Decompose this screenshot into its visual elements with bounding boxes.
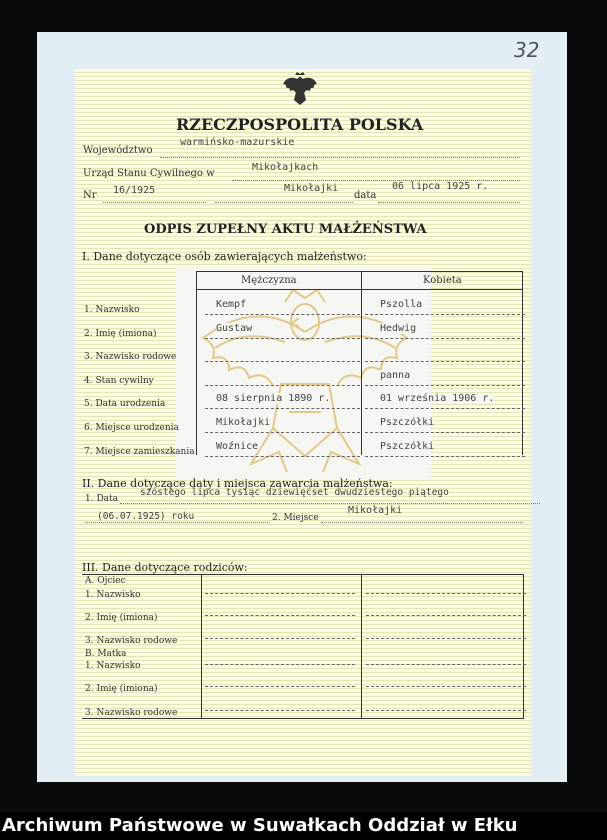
col-header-woman: Kobieta bbox=[423, 275, 462, 286]
nr-line bbox=[103, 202, 206, 203]
row-dash-man bbox=[205, 361, 360, 362]
section2-data-value: szóstego lipca tysiąc dziewięćset dwudziestego piątego bbox=[140, 487, 449, 498]
row-label: 7. Miejsce zamieszkania bbox=[84, 447, 195, 457]
father-row-label: 3. Nazwisko rodowe bbox=[85, 636, 178, 646]
parents-table-left bbox=[201, 574, 202, 719]
data-value: 06 lipca 1925 r. bbox=[392, 181, 489, 192]
mother-row-label: 1. Nazwisko bbox=[85, 661, 141, 671]
row-dash-woman bbox=[365, 338, 525, 339]
row-value-woman: 01 września 1906 r. bbox=[380, 393, 495, 404]
row-dash-man bbox=[205, 432, 360, 433]
table-right-border bbox=[522, 271, 523, 455]
row-dash-woman bbox=[365, 432, 525, 433]
usc-value: Mikołajkach bbox=[252, 162, 319, 173]
row-label: 3. Nazwisko rodowe bbox=[84, 352, 177, 362]
row-dash-woman bbox=[365, 385, 525, 386]
section2-miejsce-value: Mikołajki bbox=[348, 505, 403, 516]
row-value-woman: panna bbox=[380, 370, 411, 381]
parent-dash-man bbox=[205, 593, 355, 594]
row-value-man: Kempf bbox=[216, 299, 247, 310]
row-value-man: 08 sierpnia 1890 r. bbox=[216, 393, 331, 404]
father-label: A. Ojciec bbox=[85, 576, 126, 586]
row-dash-man bbox=[205, 408, 360, 409]
wojewodztwo-value: warmińsko-mazurskie bbox=[180, 137, 295, 148]
section3-title: III. Dane dotyczące rodziców: bbox=[82, 561, 248, 574]
row-dash-man bbox=[205, 456, 360, 457]
row-dash-woman bbox=[365, 456, 525, 457]
parent-dash-woman bbox=[366, 664, 526, 665]
eagle-emblem-icon bbox=[282, 72, 318, 106]
col-header-man: Mężczyzna bbox=[241, 275, 297, 286]
parent-dash-woman bbox=[366, 615, 526, 616]
father-row-label: 1. Nazwisko bbox=[85, 590, 141, 600]
mother-label: B. Matka bbox=[85, 649, 127, 659]
row-dash-man bbox=[205, 385, 360, 386]
row-dash-woman bbox=[365, 314, 525, 315]
parents-table-bottom bbox=[82, 718, 524, 719]
parent-dash-man bbox=[205, 664, 355, 665]
wojewodztwo-label: Województwo bbox=[83, 145, 153, 156]
place-line bbox=[215, 202, 353, 203]
nr-value: 16/1925 bbox=[113, 185, 156, 196]
parent-dash-man bbox=[205, 615, 355, 616]
row-value-man: Woźnice bbox=[216, 441, 259, 452]
usc-label: Urząd Stanu Cywilnego w bbox=[83, 168, 215, 179]
section2-title: II. Dane dotyczące daty i miejsca zawarcia małżeństwa: bbox=[82, 477, 393, 490]
parent-dash-woman bbox=[366, 710, 526, 711]
row-dash-woman bbox=[365, 361, 525, 362]
page-number: 32 bbox=[514, 38, 540, 62]
place-value: Mikołajki bbox=[284, 183, 339, 194]
parent-dash-man bbox=[205, 686, 355, 687]
section2-miejsce-line bbox=[321, 522, 523, 523]
parents-table-right bbox=[523, 574, 524, 719]
section2-data-value2: (06.07.1925) roku bbox=[97, 511, 195, 522]
section2-data-line2 bbox=[85, 522, 268, 523]
mother-row-label: 2. Imię (imiona) bbox=[85, 684, 158, 694]
table-header-border bbox=[196, 289, 523, 290]
country-title: RZECZPOSPOLITA POLSKA bbox=[176, 115, 424, 134]
table-left-border bbox=[196, 271, 197, 455]
section1-title: I. Dane dotyczące osób zawierających małżeństwo: bbox=[82, 250, 367, 263]
nr-label: Nr bbox=[83, 190, 97, 201]
row-value-man: Gustaw bbox=[216, 323, 253, 334]
data-line bbox=[378, 202, 520, 203]
row-value-woman: Hedwig bbox=[380, 323, 417, 334]
row-label: 4. Stan cywilny bbox=[84, 376, 154, 386]
data-label: data bbox=[354, 190, 377, 201]
parent-dash-man bbox=[205, 710, 355, 711]
row-label: 5. Data urodzenia bbox=[84, 399, 166, 409]
father-row-label: 2. Imię (imiona) bbox=[85, 613, 158, 623]
row-value-woman: Pszczółki bbox=[380, 417, 435, 428]
section2-data-line bbox=[120, 503, 540, 504]
row-value-man: Mikołajki bbox=[216, 417, 271, 428]
row-dash-man bbox=[205, 338, 360, 339]
row-label: 1. Nazwisko bbox=[84, 305, 140, 315]
wojewodztwo-line bbox=[160, 157, 520, 158]
section2-data-label: 1. Data bbox=[85, 494, 119, 504]
mother-row-label: 3. Nazwisko rodowe bbox=[85, 708, 178, 718]
row-label: 2. Imię (imiona) bbox=[84, 329, 157, 339]
parent-dash-woman bbox=[366, 593, 526, 594]
archive-caption: Archiwum Państwowe w Suwałkach Oddział w Ełku bbox=[2, 815, 518, 836]
parent-dash-woman bbox=[366, 638, 526, 639]
parent-dash-man bbox=[205, 638, 355, 639]
row-dash-woman bbox=[365, 408, 525, 409]
row-value-woman: Pszolla bbox=[380, 299, 423, 310]
parents-table-middle bbox=[361, 574, 362, 719]
parents-table-top bbox=[82, 574, 524, 575]
row-label: 6. Miejsce urodzenia bbox=[84, 423, 179, 433]
table-top-border bbox=[196, 271, 523, 272]
table-middle-border bbox=[361, 271, 362, 455]
row-value-woman: Pszczółki bbox=[380, 441, 435, 452]
section2-miejsce-label: 2. Miejsce bbox=[272, 513, 319, 523]
document-title: ODPIS ZUPEŁNY AKTU MAŁŻEŃSTWA bbox=[144, 222, 427, 237]
parent-dash-woman bbox=[366, 686, 526, 687]
row-dash-man bbox=[205, 314, 360, 315]
